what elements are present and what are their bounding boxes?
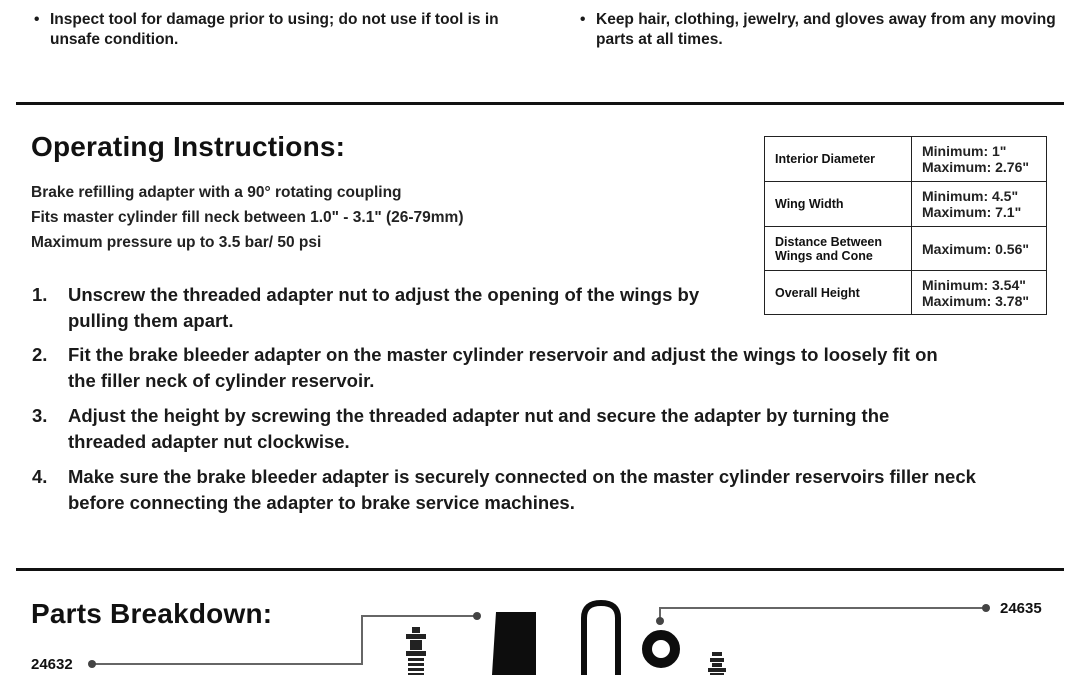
dimension-label: Wing Width [765, 182, 912, 227]
o-ring-part [647, 635, 675, 663]
step-number: 3. [32, 405, 48, 426]
dimension-max: Maximum: 0.56" [922, 240, 1030, 257]
bullet-dot: • [34, 11, 40, 28]
leader-dot [88, 660, 96, 668]
step-text: Fit the brake bleeder adapter on the master cylinder reservoir and adjust the wings to loosely fit on the filler neck of cylinder reservoir. [68, 344, 938, 391]
leader-dot [982, 604, 990, 612]
step-text: Adjust the height by screwing the threaded adapter nut and secure the adapter by turning the threaded adapter nut clockwise. [68, 405, 890, 452]
spec-line-3: Maximum pressure up to 3.5 bar/ 50 psi [31, 234, 322, 251]
dimension-max: Maximum: 2.76" [922, 159, 1030, 175]
spec-line-1: Brake refilling adapter with a 90° rotating coupling [31, 184, 402, 201]
dimension-min: Minimum: 1" [922, 143, 1007, 159]
dimension-label: Distance Between Wings and Cone [765, 227, 912, 271]
u-bracket-part [584, 603, 618, 675]
leader-line-24635 [660, 608, 985, 621]
dimension-max: Maximum: 7.1" [922, 204, 1022, 220]
step-number: 2. [32, 344, 48, 365]
dimension-max: Maximum: 3.78" [922, 292, 1030, 309]
dimension-min: Minimum: 3.54" [922, 276, 1026, 293]
bullet-dot: • [580, 11, 586, 28]
small-fitting-part [708, 652, 726, 675]
rubber-block-part [492, 612, 536, 675]
part-number-24635: 24635 [1000, 600, 1042, 617]
dimension-min: Minimum: 4.5" [922, 188, 1019, 204]
parts-breakdown-heading: Parts Breakdown: [31, 598, 273, 629]
safety-bullet-right-text: Keep hair, clothing, jewelry, and gloves away from any moving parts at all times. [596, 11, 1056, 48]
dimension-label: Overall Height [765, 271, 912, 315]
valve-fitting-part [406, 627, 426, 675]
step-text: Unscrew the threaded adapter nut to adjust the opening of the wings by pulling them apart. [68, 284, 700, 331]
step-number: 4. [32, 466, 48, 487]
leader-dot [473, 612, 481, 620]
dimension-label: Interior Diameter [765, 137, 912, 182]
step-text: Make sure the brake bleeder adapter is securely connected on the master cylinder reservoirs filler neck before connecting the adapter to brake service machines. [68, 466, 976, 513]
part-number-24632: 24632 [31, 656, 73, 673]
spec-line-2: Fits master cylinder fill neck between 1.0" - 3.1" (26-79mm) [31, 209, 464, 226]
step-number: 1. [32, 284, 48, 305]
leader-dot [656, 617, 664, 625]
safety-bullet-left-text: Inspect tool for damage prior to using; do not use if tool is in unsafe condition. [50, 11, 499, 48]
operating-instructions-heading: Operating Instructions: [31, 131, 346, 162]
